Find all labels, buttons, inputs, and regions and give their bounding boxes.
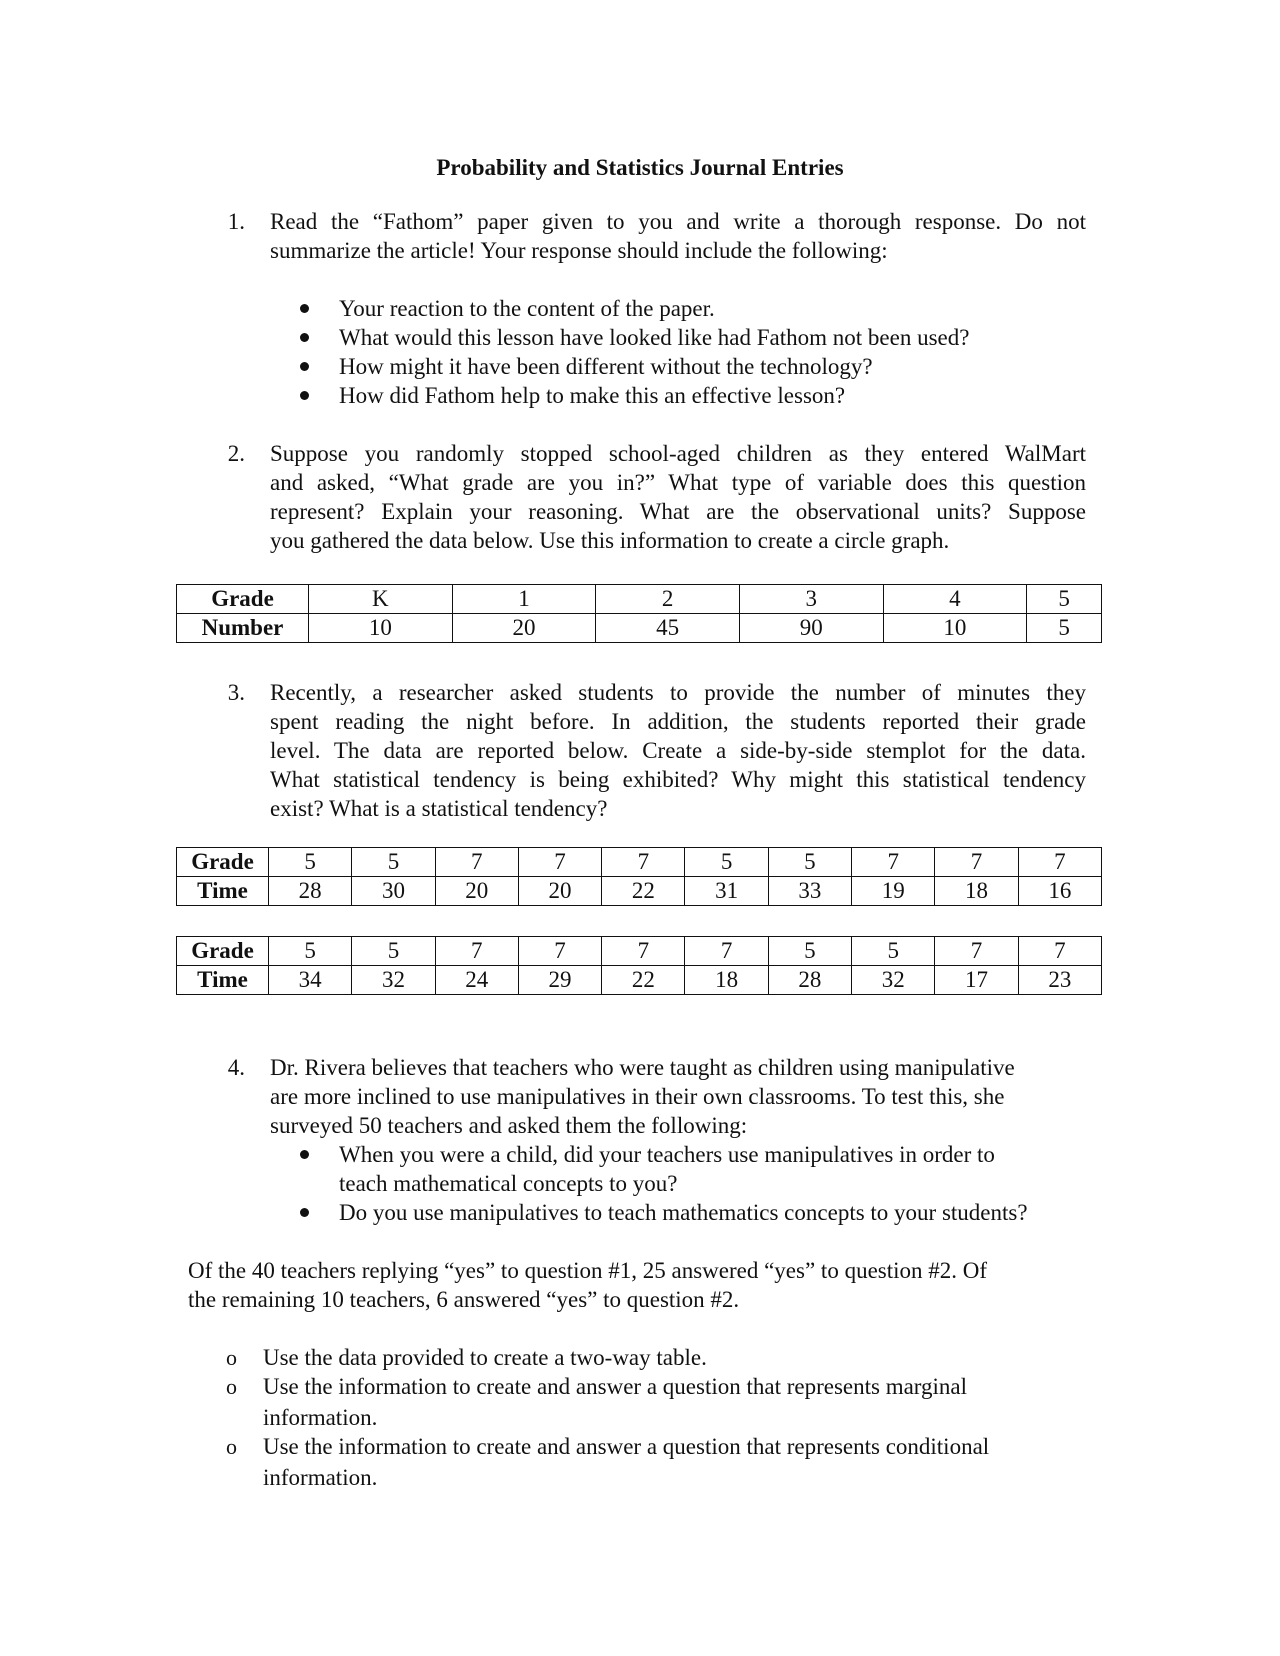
- table-cell: 7: [435, 937, 518, 966]
- list-item: What would this lesson have looked like had Fathom not been used?: [339, 325, 970, 350]
- question-text-line: and asked, “What grade are you in?” What type of variable does this question: [270, 470, 1086, 495]
- table-cell: 7: [935, 937, 1018, 966]
- table-cell: 7: [518, 848, 601, 877]
- table-cell: 34: [269, 966, 352, 995]
- table-cell: 1: [452, 585, 596, 614]
- table-cell: 19: [852, 877, 935, 906]
- table-cell: 7: [435, 848, 518, 877]
- circle-bullet-icon: o: [226, 1345, 237, 1370]
- table-cell: 90: [739, 614, 883, 643]
- table-cell: 5: [269, 848, 352, 877]
- table-cell: 10: [883, 614, 1027, 643]
- table-cell: 33: [768, 877, 851, 906]
- row-label: Grade: [177, 585, 309, 614]
- table-cell: 31: [685, 877, 768, 906]
- table-cell: 3: [739, 585, 883, 614]
- table-cell: 22: [602, 877, 685, 906]
- table-cell: 5: [852, 937, 935, 966]
- table-cell: 7: [935, 848, 1018, 877]
- question-text-line: level. The data are reported below. Create a side-by-side stemplot for the data.: [270, 738, 1086, 763]
- table-cell: 45: [596, 614, 740, 643]
- question-number: 1.: [227, 209, 245, 234]
- question-text-line: spent reading the night before. In addition, the students reported their grade: [270, 709, 1086, 734]
- summary-text-line: Of the 40 teachers replying “yes” to question #1, 25 answered “yes” to question #2. Of: [188, 1258, 988, 1283]
- list-item: teach mathematical concepts to you?: [339, 1171, 678, 1196]
- circle-bullet-icon: o: [226, 1434, 237, 1459]
- table-cell: 7: [602, 937, 685, 966]
- list-item: Use the information to create and answer a question that represents conditional: [263, 1434, 990, 1459]
- table-cell: 22: [602, 966, 685, 995]
- question-text-line: you gathered the data below. Use this information to create a circle graph.: [270, 528, 950, 553]
- table-cell: 20: [435, 877, 518, 906]
- table-cell: 5: [768, 848, 851, 877]
- bullet-icon: [300, 352, 312, 364]
- question-number: 4.: [227, 1055, 245, 1080]
- list-item: Use the information to create and answer a question that represents marginal: [263, 1374, 968, 1399]
- table-cell: 5: [352, 848, 435, 877]
- table-cell: 18: [685, 966, 768, 995]
- list-item: information.: [263, 1405, 378, 1430]
- question-text-line: What statistical tendency is being exhibited? Why might this statistical tendency: [270, 767, 1086, 792]
- question-number: 2.: [227, 441, 245, 466]
- page-title: Probability and Statistics Journal Entries: [436, 155, 844, 180]
- table-cell: 29: [518, 966, 601, 995]
- table-row: [177, 585, 1102, 614]
- table-cell: 2: [596, 585, 740, 614]
- list-item: When you were a child, did your teachers use manipulatives in order to: [339, 1142, 995, 1167]
- question-text-line: exist? What is a statistical tendency?: [270, 796, 608, 821]
- table-cell: 5: [768, 937, 851, 966]
- table-cell: 4: [883, 585, 1027, 614]
- table-cell: 10: [309, 614, 453, 643]
- table-cell: 24: [435, 966, 518, 995]
- bullet-icon: [300, 323, 312, 335]
- table-cell: 20: [518, 877, 601, 906]
- table-cell: 30: [352, 877, 435, 906]
- question-text-line: Dr. Rivera believes that teachers who were taught as children using manipulative: [270, 1055, 1015, 1080]
- list-item: How did Fathom help to make this an effective lesson?: [339, 383, 846, 408]
- question-text-line: represent? Explain your reasoning. What are the observational units? Suppose: [270, 499, 1086, 524]
- circle-bullet-icon: o: [226, 1374, 237, 1399]
- question-text-line: Recently, a researcher asked students to provide the number of minutes they: [270, 680, 1086, 705]
- table-cell: 5: [352, 937, 435, 966]
- grade-number-table: [176, 584, 1102, 643]
- question-text-line: surveyed 50 teachers and asked them the following:: [270, 1113, 748, 1138]
- table-cell: 16: [1018, 877, 1101, 906]
- table-row: [177, 937, 1102, 966]
- table-cell: 20: [452, 614, 596, 643]
- table-row: [177, 614, 1102, 643]
- row-label: Time: [177, 877, 269, 906]
- table-cell: 5: [1027, 614, 1102, 643]
- grade-time-table-2: [176, 936, 1102, 995]
- summary-text-line: the remaining 10 teachers, 6 answered “yes” to question #2.: [188, 1287, 740, 1312]
- table-cell: 28: [768, 966, 851, 995]
- list-item: Do you use manipulatives to teach mathematics concepts to your students?: [339, 1200, 1028, 1225]
- table-cell: 28: [269, 877, 352, 906]
- list-item: How might it have been different without the technology?: [339, 354, 873, 379]
- table-cell: 5: [685, 848, 768, 877]
- row-label: Time: [177, 966, 269, 995]
- table-cell: 7: [1018, 937, 1101, 966]
- row-label: Grade: [177, 937, 269, 966]
- table-cell: 17: [935, 966, 1018, 995]
- table-cell: 5: [1027, 585, 1102, 614]
- table-row: [177, 877, 1102, 906]
- question-text-line: summarize the article! Your response should include the following:: [270, 238, 888, 263]
- grade-time-table-1: [176, 847, 1102, 906]
- table-cell: K: [309, 585, 453, 614]
- table-row: [177, 848, 1102, 877]
- table-cell: 7: [602, 848, 685, 877]
- table-cell: 32: [352, 966, 435, 995]
- bullet-icon: [300, 294, 312, 306]
- list-item: Your reaction to the content of the paper.: [339, 296, 715, 321]
- table-cell: 7: [518, 937, 601, 966]
- bullet-icon: [300, 381, 312, 393]
- question-number: 3.: [227, 680, 245, 705]
- table-cell: 7: [685, 937, 768, 966]
- list-item: information.: [263, 1465, 378, 1490]
- bullet-icon: [300, 1140, 312, 1152]
- table-cell: 32: [852, 966, 935, 995]
- table-cell: 7: [1018, 848, 1101, 877]
- list-item: Use the data provided to create a two-way table.: [263, 1345, 707, 1370]
- question-text-line: are more inclined to use manipulatives in their own classrooms. To test this, she: [270, 1084, 1005, 1109]
- table-cell: 5: [269, 937, 352, 966]
- table-cell: 18: [935, 877, 1018, 906]
- bullet-icon: [300, 1198, 312, 1210]
- table-row: [177, 966, 1102, 995]
- row-label: Grade: [177, 848, 269, 877]
- row-label: Number: [177, 614, 309, 643]
- question-text-line: Suppose you randomly stopped school-aged children as they entered WalMart: [270, 441, 1086, 466]
- question-text-line: Read the “Fathom” paper given to you and write a thorough response. Do not: [270, 209, 1086, 234]
- table-cell: 23: [1018, 966, 1101, 995]
- table-cell: 7: [852, 848, 935, 877]
